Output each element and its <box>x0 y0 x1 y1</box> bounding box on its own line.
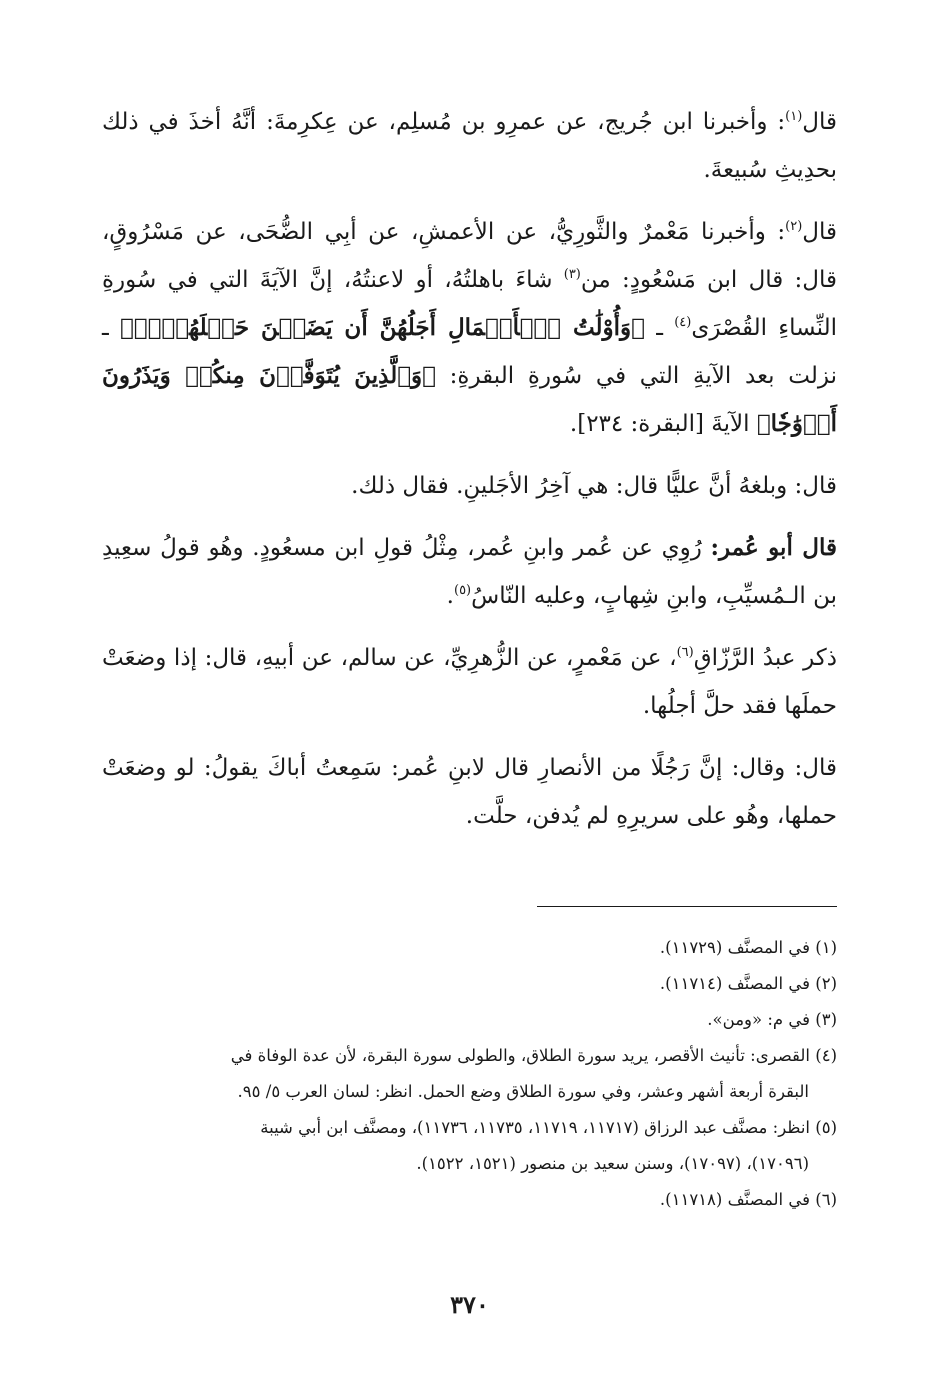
paragraph-2-text-d: ـ <box>644 315 675 341</box>
paragraph-2-text-b: : وأخبرنا مَعْمرٌ والثَّورِيُّ، عن الأعمشِ، عن أبِي الضُّحَى، عن مَسْرُوقٍ، قال: قال ابن مَسْعُودٍ: من <box>102 219 838 293</box>
paragraph-2-text-f: الآيةَ [البقرة: ٢٣٤]. <box>569 411 757 437</box>
footnote-3 <box>102 1002 837 1038</box>
quran-verse-1: ﴿وَأُوْلَٰتُ ٱلۡأَحۡمَالِ أَجَلُهُنَّ أَن يَضَعۡنَ حَمۡلَهُنَّۚ﴾ <box>120 314 645 341</box>
paragraph-5-text-b: ، عن مَعْمرٍ، عن الزُّهرِيِّ، عن سالم، عن أبيهِ، قال: إذا وضعَتْ حملَها فقد حلَّ أجلُها. <box>102 645 837 719</box>
footnote-3-text: (٣) في م: «ومن». <box>707 1010 837 1029</box>
footnote-4-continuation: البقرة أربعة أشهر وعشر، وفي سورة الطلاق وضع الحمل. انظر: لسان العرب ٥/ ٩٥. <box>237 1082 809 1101</box>
paragraph-2-text-e: ـ نزلت بعد الآيةِ التي في سُورةِ البقرةِ: <box>102 315 837 389</box>
footnote-5-text: (٥) انظر: مصنَّف عبد الرزاق (١١٧١٧، ١١٧١٩، ١١٧٣٥، ١١٧٣٦)، ومصنَّف ابن أبي شيبة <box>260 1118 837 1137</box>
paragraph-6: قال: وقال: إنَّ رَجُلًا من الأنصارِ قال لابنِ عُمر: سَمِعتُ أباكَ يقولُ: لو وضعَتْ حملها، وهُو على سريرِهِ لم يُدفن، حلَّت. <box>102 755 837 829</box>
footnote-5-continuation: (١٧٠٩٦)، (١٧٠٩٧)، وسنن سعيد بن منصور (١٥٢١، ١٥٢٢). <box>416 1154 809 1173</box>
paragraph-5 <box>102 634 837 730</box>
footnote-ref-2[interactable]: (٢) <box>785 219 803 234</box>
paragraph-1-text-a: قال <box>802 109 837 135</box>
footnote-2 <box>102 966 837 1002</box>
footnote-1 <box>102 930 837 966</box>
footnote-2-text: (٢) في المصنَّف (١١٧١٤). <box>659 974 837 993</box>
paragraph-5-text-a: ذكر عبدُ الرَّزّاقِ <box>693 645 837 671</box>
footnote-ref-1[interactable]: (١) <box>785 109 803 124</box>
page-number: ٣٧٠ <box>450 1290 489 1319</box>
quran-verse-2: ﴿وَٱلَّذِينَ يُتَوَفَّوۡنَ مِنكُمۡ وَيَذَرُونَ أَزۡوَٰجٗا﴾ <box>102 362 837 437</box>
footnote-6-text: (٦) في المصنَّف (١١٧١٨). <box>659 1190 837 1209</box>
page-content <box>102 98 838 1319</box>
paragraph-4-text-b: . <box>446 583 454 609</box>
paragraph-2-text-a: قال <box>802 219 837 245</box>
footnote-ref-5[interactable]: (٥) <box>453 583 472 598</box>
footnote-ref-4[interactable]: (٤) <box>674 315 692 330</box>
paragraph-2-text-c: شاءَ باهلتُهُ، أو لاعنتُهُ، إنَّ الآيَةَ التي في سُورةِ النِّساءِ القُصْرَى <box>102 267 837 341</box>
footnote-1-text: (١) في المصنَّف (١١٧٢٩). <box>659 938 837 957</box>
paragraph-4 <box>102 524 837 620</box>
footnotes <box>102 930 837 1218</box>
paragraph-4-text-a: رُوِي عن عُمر وابنِ عُمر، مِثْلُ قولِ ابن مسعُودٍ. وهُو قولُ سعِيدِ بن الـمُسيِّبِ، وابنِ شِهابٍ، وعليه النّاسُ <box>102 535 837 609</box>
footnote-ref-6[interactable]: (٦) <box>676 645 694 660</box>
footnote-ref-3[interactable]: (٣) <box>563 267 581 282</box>
footnote-divider <box>537 906 837 907</box>
paragraph-4-lead: قال أبو عُمر: <box>710 534 837 561</box>
footnote-5 <box>102 1110 837 1182</box>
footnote-4 <box>102 1038 837 1110</box>
paragraph-1-text-b: : وأخبرنا ابن جُريج، عن عمرِو بن مُسلِم، عن عِكرِمةَ: أنَّهُ أخذَ في ذلك بحدِيثِ سُبيعةَ. <box>102 109 837 183</box>
footnote-6 <box>102 1182 837 1218</box>
paragraph-1 <box>102 98 837 194</box>
footnote-4-text: (٤) القصرى: تأنيث الأقصر، يريد سورة الطلاق، والطولى سورة البقرة، لأن عدة الوفاة في <box>230 1046 837 1065</box>
paragraph-3: قال: وبلغهُ أنَّ عليًّا قال: هي آخِرُ الأجَلينِ. فقال ذلك. <box>351 473 837 499</box>
paragraph-2 <box>102 208 837 448</box>
